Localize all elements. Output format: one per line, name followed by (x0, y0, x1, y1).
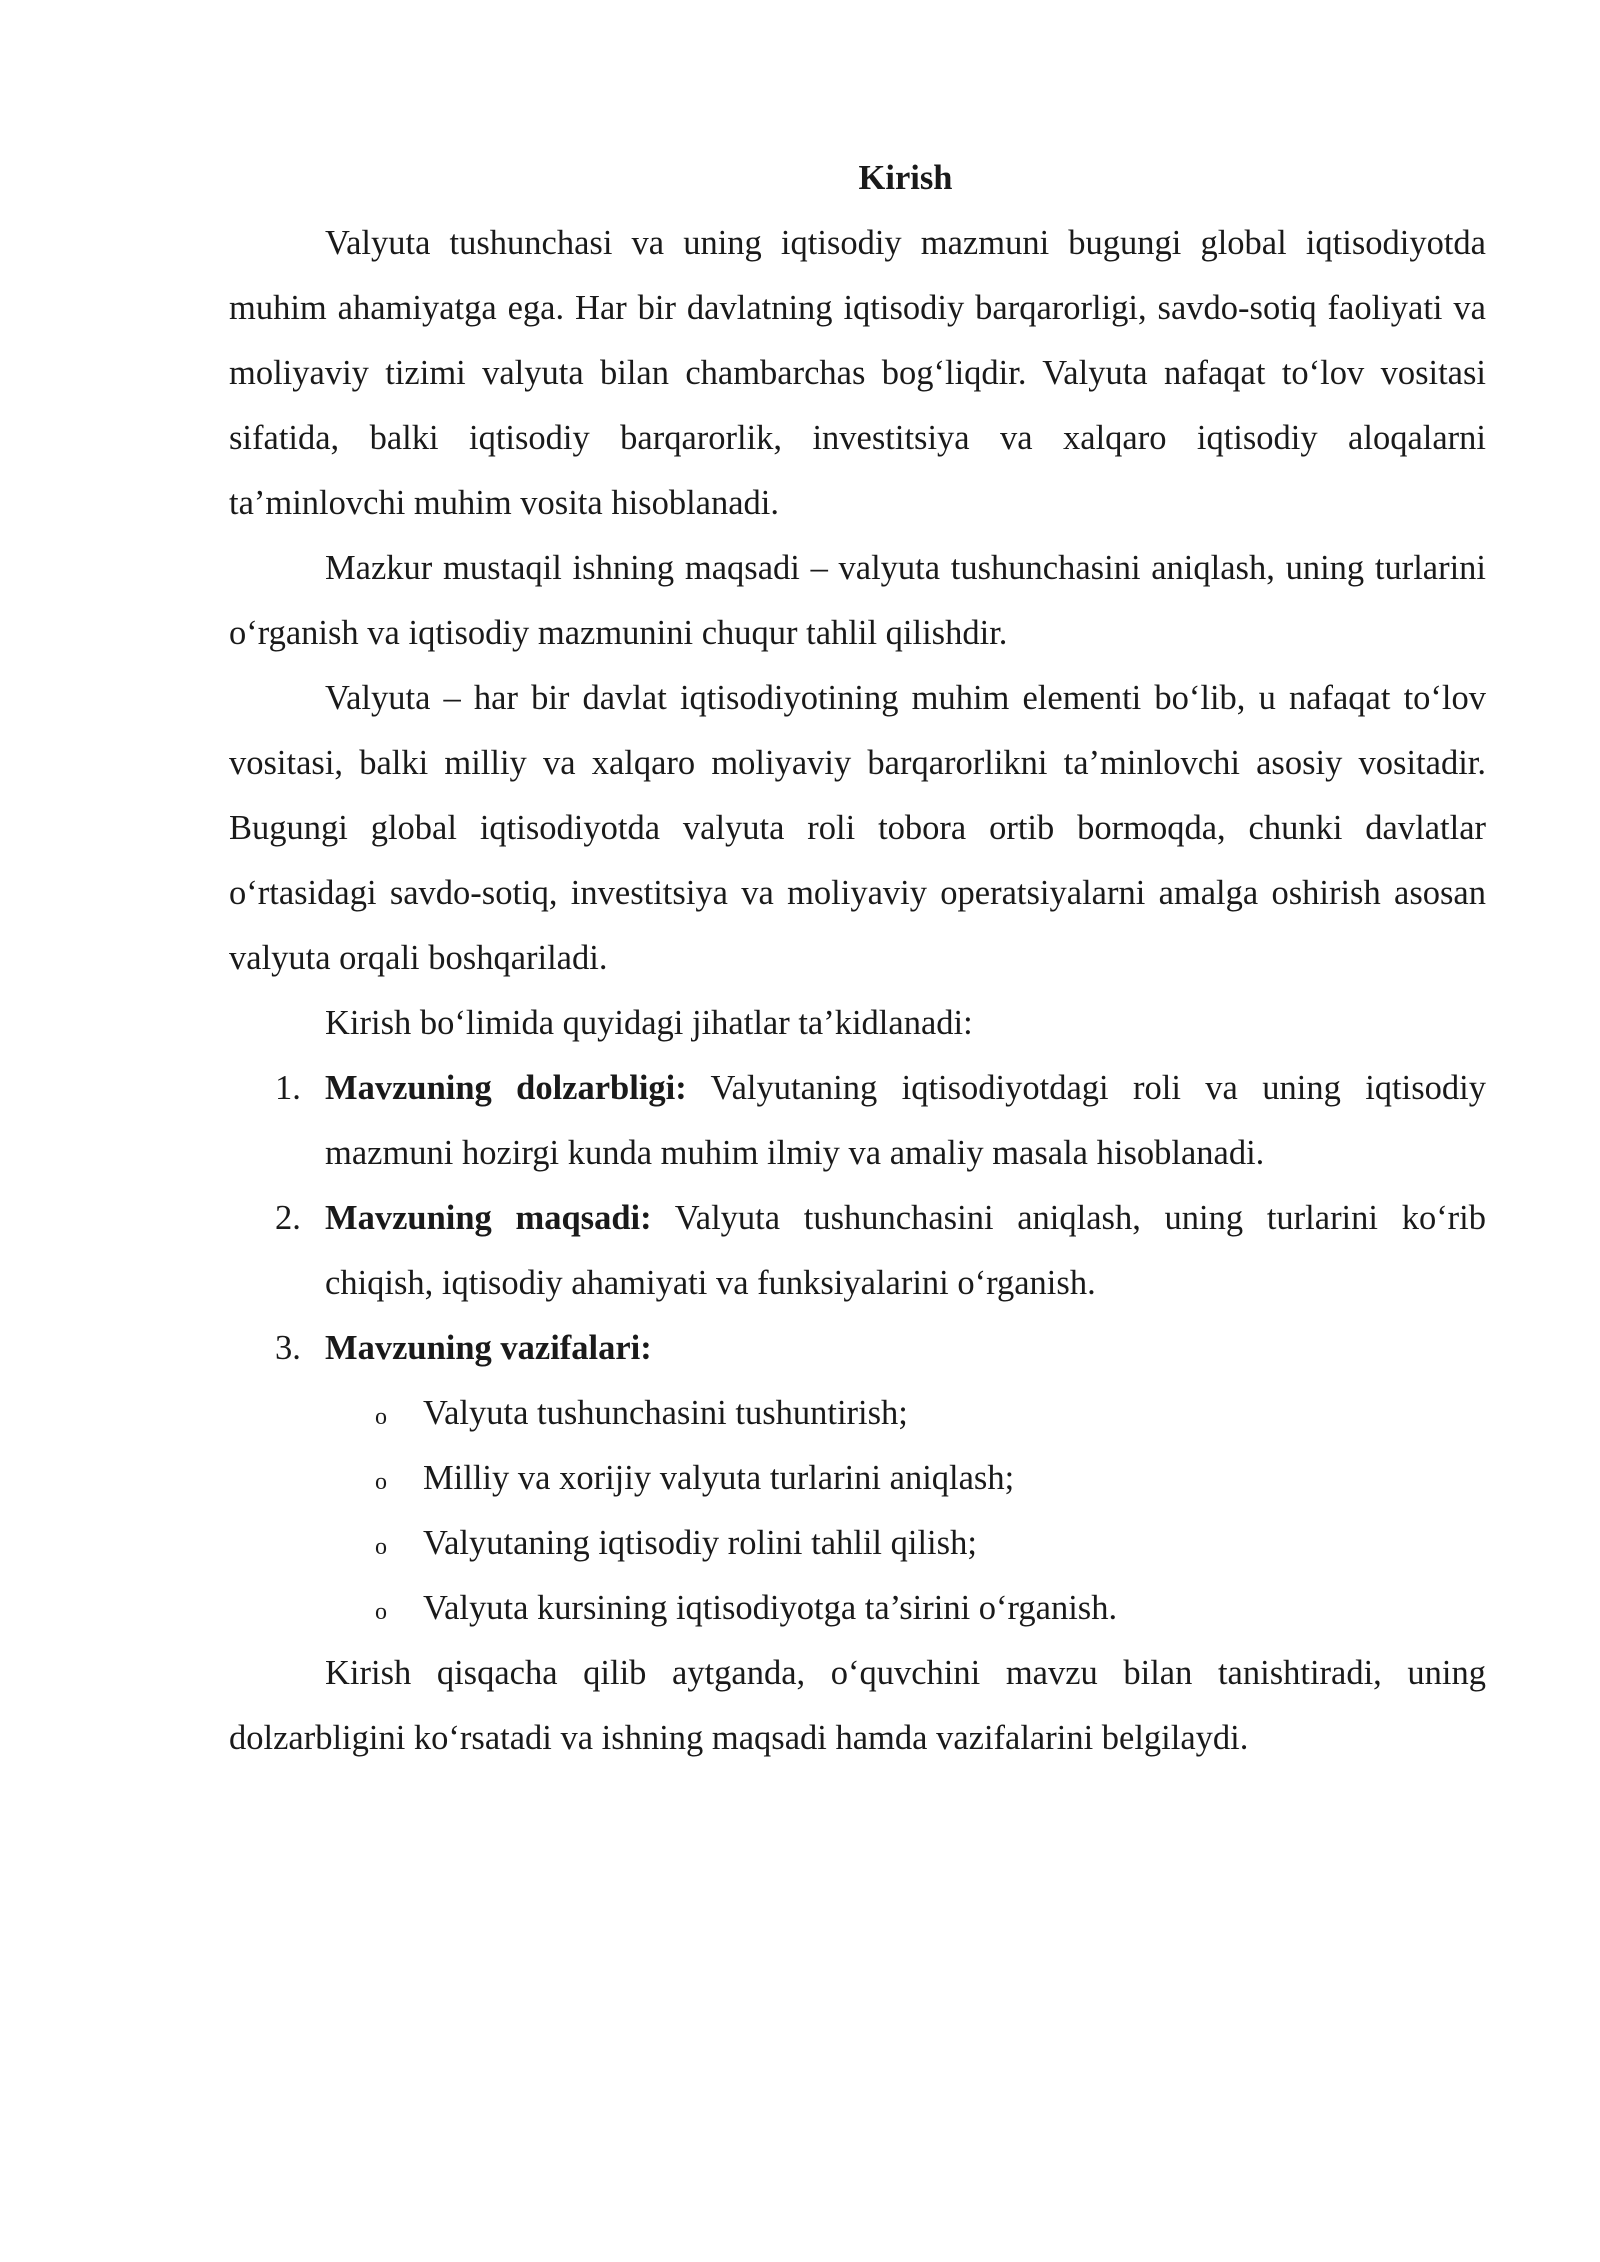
list-item-text: Valyutaning iqtisodiyotdagi roli va uning iqtisodiy mazmuni hozirgi kunda muhim ilmiy va amaliy masala hisoblanadi. (325, 1069, 1486, 1172)
task-text: Valyuta tushunchasini tushuntirish; (423, 1394, 908, 1432)
task-text: Valyuta kursining iqtisodiyotga ta’sirini o‘rganish. (423, 1589, 1118, 1627)
paragraph-1: Valyuta tushunchasi va uning iqtisodiy mazmuni bugungi global iqtisodiyotda muhim ahamiyatga ega. Har bir davlatning iqtisodiy barqarorligi, savdo-sotiq faoliyati va moliyaviy tizimi valyuta bilan chambarchas bog‘liqdir. Valyuta nafaqat to‘lov vositasi sifatida, balki iqtisodiy barqarorlik, investitsiya va xalqaro iqtisodiy aloqalarni ta’minlovchi muhim vosita hisoblanadi. (229, 224, 1486, 522)
task-item (229, 1576, 1486, 1641)
numbered-list (229, 1056, 1486, 1381)
task-text: Milliy va xorijiy valyuta turlarini aniqlash; (423, 1459, 1015, 1497)
paragraph-4: Kirish bo‘limida quyidagi jihatlar ta’kidlanadi: (325, 1004, 973, 1042)
task-item (229, 1511, 1486, 1576)
list-item-text: Valyuta tushunchasini aniqlash, uning turlarini ko‘rib chiqish, iqtisodiy ahamiyati va funksiyalarini o‘rganish. (325, 1199, 1487, 1302)
list-item-vazifalari (229, 1316, 1486, 1381)
circle-bullet-icon: o (375, 1599, 387, 1625)
task-list (229, 1381, 1486, 1641)
page-title: Kirish (858, 159, 953, 197)
list-number: 2. (275, 1199, 301, 1237)
list-item-label: Mavzuning maqsadi: (325, 1199, 652, 1237)
list-number: 1. (275, 1069, 301, 1107)
list-number: 3. (275, 1329, 301, 1367)
document-page (229, 146, 1486, 1771)
list-item-dolzarbligi (229, 1056, 1486, 1186)
list-item-label: Mavzuning dolzarbligi: (325, 1069, 687, 1107)
list-item-label: Mavzuning vazifalari: (325, 1329, 652, 1367)
list-item-maqsadi (229, 1186, 1486, 1316)
task-item (229, 1446, 1486, 1511)
conclusion-paragraph: Kirish qisqacha qilib aytganda, o‘quvchini mavzu bilan tanishtiradi, uning dolzarbligini ko‘rsatadi va ishning maqsadi hamda vazifalarini belgilaydi. (229, 1654, 1486, 1757)
task-item (229, 1381, 1486, 1446)
paragraph-3: Valyuta – har bir davlat iqtisodiyotining muhim elementi bo‘lib, u nafaqat to‘lov vositasi, balki milliy va xalqaro moliyaviy barqarorlikni ta’minlovchi asosiy vositadir. Bugungi global iqtisodiyotda valyuta roli tobora ortib bormoqda, chunki davlatlar o‘rtasidagi savdo-sotiq, investitsiya va moliyaviy operatsiyalarni amalga oshirish asosan valyuta orqali boshqariladi. (229, 679, 1486, 977)
paragraph-2: Mazkur mustaqil ishning maqsadi – valyuta tushunchasini aniqlash, uning turlarini o‘rganish va iqtisodiy mazmunini chuqur tahlil qilishdir. (229, 549, 1486, 652)
circle-bullet-icon: o (375, 1534, 387, 1560)
task-text: Valyutaning iqtisodiy rolini tahlil qilish; (423, 1524, 977, 1562)
circle-bullet-icon: o (375, 1404, 387, 1430)
circle-bullet-icon: o (375, 1469, 387, 1495)
